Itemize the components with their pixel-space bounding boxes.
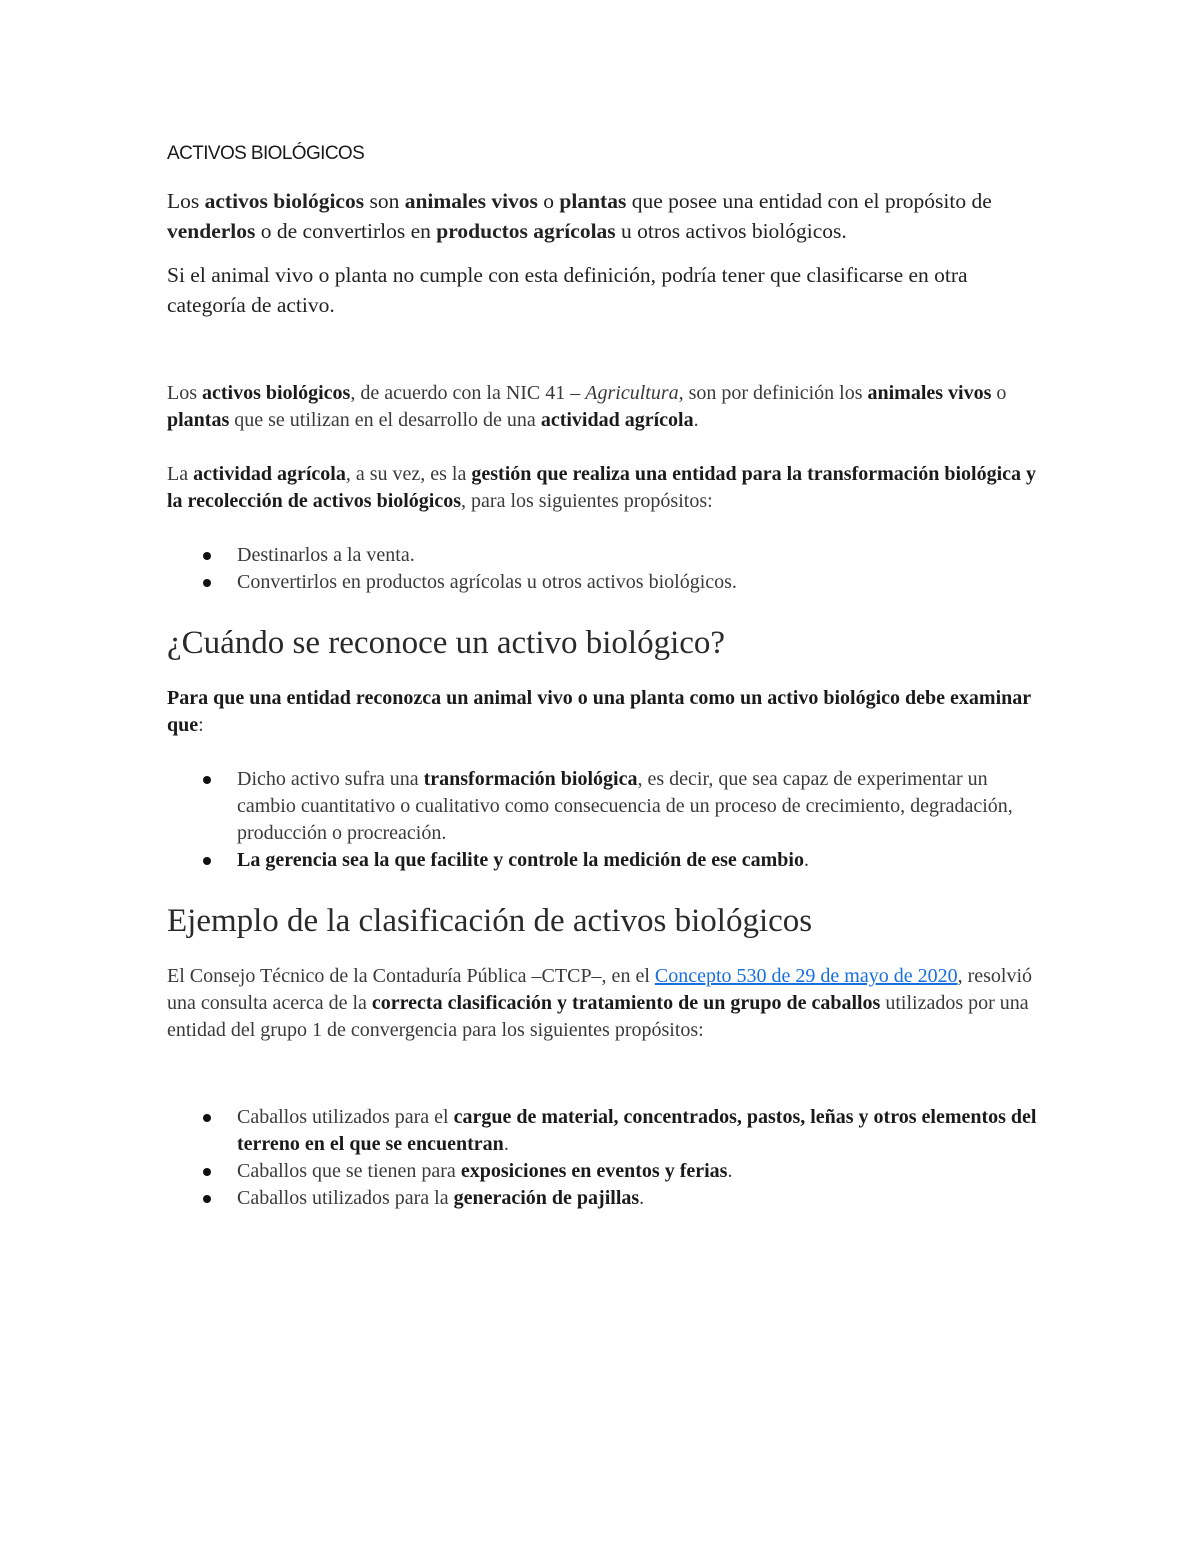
bold-text: productos agrícolas (436, 219, 616, 243)
text-run: ¿Cuándo se reconoce un activo biológico? (167, 625, 726, 661)
bold-text: activos biológicos (202, 382, 351, 404)
bold-text: venderlos (167, 219, 256, 243)
text-run: , para los siguientes propósitos: (461, 490, 713, 512)
document-page (167, 140, 1037, 1239)
text-run: , resolvió una consulta acerca de la (167, 965, 1033, 1014)
bold-text: La gerencia sea la que facilite y controle la medición de ese cambio (237, 849, 804, 871)
bullet-list (167, 766, 1037, 874)
bold-text: gestión que realiza una entidad para la transformación biológica y la recolección de activos biológicos (167, 463, 1037, 512)
bold-text: actividad agrícola (540, 409, 694, 431)
text-run: Destinarlos a la venta. (237, 544, 415, 566)
text-run: o (537, 189, 560, 213)
paragraph (167, 380, 1037, 434)
text-run: que se utilizan en el desarrollo de una (229, 409, 541, 431)
paragraph (167, 461, 1037, 515)
paragraph (167, 685, 1037, 739)
paragraph (167, 963, 1037, 1044)
text-run: , a su vez, es la (345, 463, 472, 485)
bold-text: plantas (559, 189, 627, 213)
bold-text: cargue de material, concentrados, pastos, leñas y otros elementos del terreno en el que se encuentran (237, 1106, 1037, 1155)
text-run: . (803, 849, 809, 871)
bold-text: plantas (167, 409, 230, 431)
section-heading (167, 623, 1037, 663)
bold-text: animales vivos (404, 189, 538, 213)
section-heading (167, 901, 1037, 941)
text-run: Ejemplo de la clasificación de activos biológicos (167, 903, 813, 939)
text-run: Si el animal vivo o planta no cumple con esta definición, podría tener que clasificarse en otra categoría de activo. (167, 263, 968, 317)
text-run: , de acuerdo con la NIC 41 – (350, 382, 586, 404)
bold-text: Para que una entidad reconozca un animal vivo o una planta como un activo biológico debe examinar que (167, 687, 1031, 736)
bold-text: transformación biológica (423, 768, 638, 790)
text-run: Agricultura (585, 382, 679, 404)
text-run: , son por definición los (678, 382, 868, 404)
paragraph (167, 260, 1037, 320)
bold-text: generación de pajillas (453, 1187, 640, 1209)
text-run: son (364, 189, 405, 213)
document-title: ACTIVOS BIOLÓGICOS (167, 143, 365, 164)
text-run: Caballos utilizados para la (237, 1187, 454, 1209)
text-run: Caballos que se tienen para (237, 1160, 461, 1182)
bold-text: activos biológicos (204, 189, 365, 213)
concepto-link[interactable]: Concepto 530 de 29 de mayo de 2020 (654, 965, 958, 987)
document-body (167, 186, 1037, 1212)
bold-text: animales vivos (867, 382, 992, 404)
bold-text: actividad agrícola (193, 463, 346, 485)
text-run: El Consejo Técnico de la Contaduría Pública –CTCP–, en el (167, 965, 655, 987)
text-run: Dicho activo sufra una (237, 768, 424, 790)
text-run: Los (167, 189, 205, 213)
text-run: Caballos utilizados para el (237, 1106, 454, 1128)
bullet-list (167, 1104, 1037, 1212)
text-run: Convertirlos en productos agrícolas u otros activos biológicos. (237, 571, 737, 593)
list-item (237, 542, 1037, 569)
text-run: que posee una entidad con el propósito de (626, 189, 992, 213)
bold-text: correcta clasificación y tratamiento de un grupo de caballos (371, 992, 881, 1014)
text-run: La (167, 463, 194, 485)
list-item (237, 569, 1037, 596)
list-item (237, 1185, 1037, 1212)
list-item (237, 847, 1037, 874)
list-item (237, 1104, 1037, 1158)
list-item (237, 1158, 1037, 1185)
text-run: o de convertirlos en (255, 219, 437, 243)
text-run: . (503, 1133, 509, 1155)
paragraph (167, 186, 1037, 246)
text-run: , es decir, que sea capaz de experimentar un cambio cuantitativo o cualitativo como consecuencia de un proceso de crecimiento, degradación, producción o procreación. (237, 768, 1013, 844)
bold-text: exposiciones en eventos y ferias (460, 1160, 728, 1182)
text-run: u otros activos biológicos. (615, 219, 847, 243)
list-item (237, 766, 1037, 847)
text-run: . (727, 1160, 733, 1182)
text-run: Los (167, 382, 202, 404)
text-run: : (198, 714, 204, 736)
bullet-list (167, 542, 1037, 596)
text-run: . (639, 1187, 645, 1209)
text-run: utilizados por una entidad del grupo 1 de convergencia para los siguientes propósitos: (167, 992, 1029, 1041)
text-run: o (991, 382, 1007, 404)
text-run: . (693, 409, 699, 431)
